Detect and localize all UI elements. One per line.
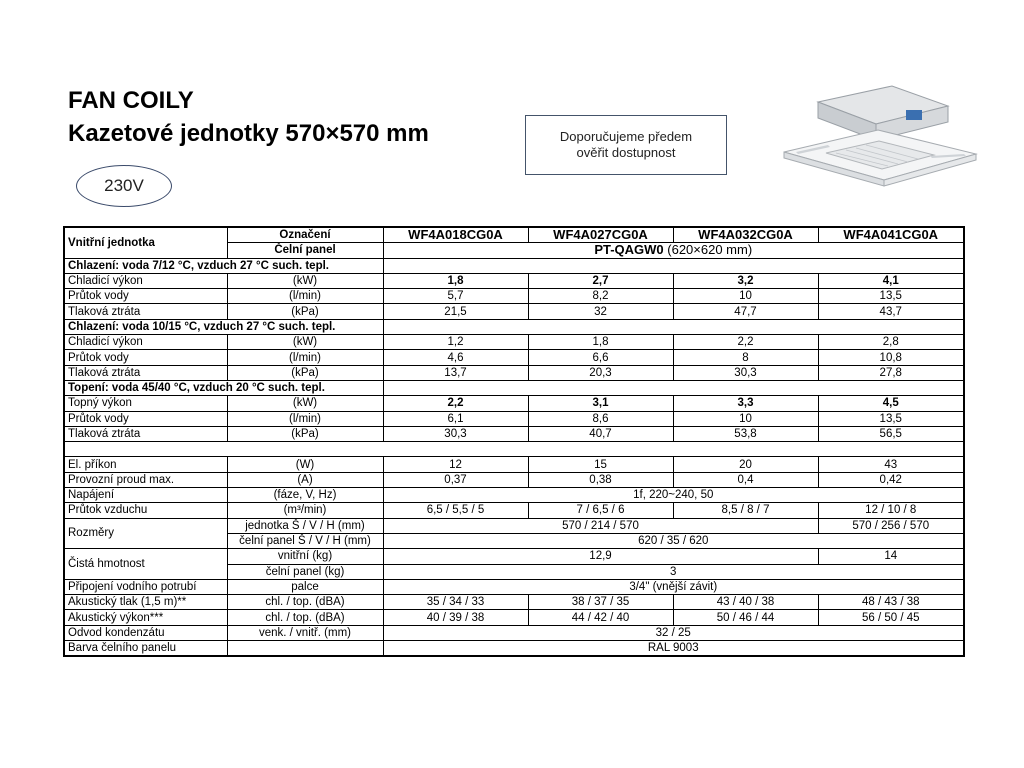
row-label: Provozní proud max.: [64, 472, 227, 487]
value-cell: 3,2: [673, 273, 818, 288]
value-cell: 53,8: [673, 426, 818, 441]
section-header: Topení: voda 45/40 °C, vzduch 20 °C such. tepl.: [64, 380, 383, 395]
value-cell: 27,8: [818, 365, 964, 380]
model-1: WF4A018CG0A: [383, 227, 528, 243]
availability-notice: [525, 115, 727, 175]
panel-size: (620×620 mm): [663, 242, 753, 258]
row-label: Tlaková ztráta: [64, 426, 227, 441]
table-row: [64, 488, 964, 503]
page-subtitle: Kazetové jednotky 570×570 mm: [68, 120, 429, 147]
row-unit: čelní panel (kg): [227, 564, 383, 579]
value-cell: 8: [673, 350, 818, 365]
row-unit: venk. / vnitř. (mm): [227, 625, 383, 640]
row-label: Odvod kondenzátu: [64, 625, 227, 640]
row-label: Akustický tlak (1,5 m)**: [64, 595, 227, 610]
value-cell: 15: [528, 457, 673, 472]
table-row: [64, 641, 964, 657]
value-cell: 0,42: [818, 472, 964, 487]
value-cell: 1,8: [528, 335, 673, 350]
row-unit: (A): [227, 472, 383, 487]
section-row: [64, 380, 964, 395]
value-cell: 2,2: [383, 396, 528, 411]
value-cell: 30,3: [383, 426, 528, 441]
value-cell: 1f, 220~240, 50: [383, 488, 964, 503]
value-cell: 3,3: [673, 396, 818, 411]
value-cell: 47,7: [673, 304, 818, 319]
table-row: [64, 579, 964, 594]
value-cell: 0,38: [528, 472, 673, 487]
blank-cell: [64, 442, 964, 457]
table-row: [64, 396, 964, 411]
table-row: [64, 503, 964, 518]
value-cell: 8,2: [528, 289, 673, 304]
section-filler: [383, 319, 964, 334]
row-unit: (fáze, V, Hz): [227, 488, 383, 503]
value-cell: 43 / 40 / 38: [673, 595, 818, 610]
value-cell: 21,5: [383, 304, 528, 319]
table-row: [64, 426, 964, 441]
value-cell: 6,6: [528, 350, 673, 365]
value-cell: 1,8: [383, 273, 528, 288]
row-unit: (kPa): [227, 304, 383, 319]
section-row: [64, 258, 964, 273]
table-row: [64, 273, 964, 288]
value-cell: 12,9: [383, 549, 818, 564]
row-unit: chl. / top. (dBA): [227, 595, 383, 610]
value-cell: 40 / 39 / 38: [383, 610, 528, 625]
value-cell: 40,7: [528, 426, 673, 441]
value-cell: 12 / 10 / 8: [818, 503, 964, 518]
value-cell: 43,7: [818, 304, 964, 319]
table-row: [64, 304, 964, 319]
value-cell: 8,6: [528, 411, 673, 426]
row-label: El. příkon: [64, 457, 227, 472]
table-row: [64, 411, 964, 426]
value-cell: 0,37: [383, 472, 528, 487]
row-unit: (kPa): [227, 426, 383, 441]
table-row: [64, 472, 964, 487]
value-cell: 10,8: [818, 350, 964, 365]
voltage-badge: 230V: [76, 165, 172, 207]
value-cell: 10: [673, 289, 818, 304]
model-2: WF4A027CG0A: [528, 227, 673, 243]
value-cell: 32: [528, 304, 673, 319]
value-cell: 3: [383, 564, 964, 579]
value-cell: 4,6: [383, 350, 528, 365]
value-cell: 14: [818, 549, 964, 564]
value-cell: 4,5: [818, 396, 964, 411]
table-row: [64, 457, 964, 472]
section-filler: [383, 380, 964, 395]
value-cell: 35 / 34 / 33: [383, 595, 528, 610]
row-label: Průtok vzduchu: [64, 503, 227, 518]
value-cell: 32 / 25: [383, 625, 964, 640]
value-cell: 13,5: [818, 411, 964, 426]
table-row: [64, 289, 964, 304]
row-label: Připojení vodního potrubí: [64, 579, 227, 594]
value-cell: 5,7: [383, 289, 528, 304]
row-label: Napájení: [64, 488, 227, 503]
row-unit: (kW): [227, 396, 383, 411]
model-4: WF4A041CG0A: [818, 227, 964, 243]
indoor-unit-label: Vnitřní jednotka: [64, 227, 227, 258]
row-label: Čistá hmotnost: [64, 549, 227, 580]
value-cell: 12: [383, 457, 528, 472]
value-cell: 0,4: [673, 472, 818, 487]
row-label: Tlaková ztráta: [64, 304, 227, 319]
value-cell: 6,5 / 5,5 / 5: [383, 503, 528, 518]
value-cell: 2,8: [818, 335, 964, 350]
value-cell: 10: [673, 411, 818, 426]
row-label: Průtok vody: [64, 289, 227, 304]
row-unit: (l/min): [227, 350, 383, 365]
value-cell: 570 / 256 / 570: [818, 518, 964, 533]
table-row: [64, 518, 964, 533]
header-row-designation: [64, 227, 964, 243]
row-label: Průtok vody: [64, 411, 227, 426]
value-cell: 570 / 214 / 570: [383, 518, 818, 533]
value-cell: 56 / 50 / 45: [818, 610, 964, 625]
value-cell: 8,5 / 8 / 7: [673, 503, 818, 518]
value-cell: 38 / 37 / 35: [528, 595, 673, 610]
table-row: [64, 350, 964, 365]
designation-label: Označení: [227, 227, 383, 243]
row-unit: (m³/min): [227, 503, 383, 518]
row-unit: (kW): [227, 335, 383, 350]
row-unit: vnitřní (kg): [227, 549, 383, 564]
value-cell: 43: [818, 457, 964, 472]
page-title: FAN COILY: [68, 87, 194, 114]
table-row: [64, 610, 964, 625]
notice-line-1: Doporučujeme předem: [559, 129, 693, 144]
row-unit: čelní panel Š / V / H (mm): [227, 533, 383, 548]
row-unit: jednotka Š / V / H (mm): [227, 518, 383, 533]
front-panel-value: [383, 243, 964, 258]
row-label: Průtok vody: [64, 350, 227, 365]
value-cell: 3/4" (vnější závit): [383, 579, 964, 594]
table-row: [64, 625, 964, 640]
row-label: Chladicí výkon: [64, 335, 227, 350]
cassette-unit-image: [780, 80, 980, 192]
table-row: [64, 595, 964, 610]
value-cell: 2,7: [528, 273, 673, 288]
section-header: Chlazení: voda 10/15 °C, vzduch 27 °C such. tepl.: [64, 319, 383, 334]
row-unit: chl. / top. (dBA): [227, 610, 383, 625]
value-cell: 4,1: [818, 273, 964, 288]
value-cell: 20,3: [528, 365, 673, 380]
panel-code: PT-QAGW0: [594, 242, 664, 258]
row-unit: palce: [227, 579, 383, 594]
row-unit: (l/min): [227, 289, 383, 304]
row-label: Tlaková ztráta: [64, 365, 227, 380]
spec-table: [63, 226, 965, 657]
table-row: [64, 335, 964, 350]
value-cell: 6,1: [383, 411, 528, 426]
value-cell: 20: [673, 457, 818, 472]
table-row: [64, 549, 964, 564]
blank-row: [64, 442, 964, 457]
value-cell: 3,1: [528, 396, 673, 411]
row-unit: (l/min): [227, 411, 383, 426]
front-panel-label: Čelní panel: [227, 243, 383, 258]
value-cell: 50 / 46 / 44: [673, 610, 818, 625]
row-label: Akustický výkon***: [64, 610, 227, 625]
row-label: Chladicí výkon: [64, 273, 227, 288]
section-row: [64, 319, 964, 334]
value-cell: 2,2: [673, 335, 818, 350]
value-cell: 44 / 42 / 40: [528, 610, 673, 625]
row-unit: (kW): [227, 273, 383, 288]
row-label: Rozměry: [64, 518, 227, 549]
table-row: [64, 365, 964, 380]
value-cell: 13,5: [818, 289, 964, 304]
row-unit: (kPa): [227, 365, 383, 380]
row-label: Topný výkon: [64, 396, 227, 411]
value-cell: 48 / 43 / 38: [818, 595, 964, 610]
value-cell: RAL 9003: [383, 641, 964, 657]
row-unit: (W): [227, 457, 383, 472]
model-3: WF4A032CG0A: [673, 227, 818, 243]
section-filler: [383, 258, 964, 273]
value-cell: 56,5: [818, 426, 964, 441]
value-cell: 13,7: [383, 365, 528, 380]
value-cell: 30,3: [673, 365, 818, 380]
value-cell: 1,2: [383, 335, 528, 350]
value-cell: 620 / 35 / 620: [383, 533, 964, 548]
value-cell: 7 / 6,5 / 6: [528, 503, 673, 518]
row-label: Barva čelního panelu: [64, 641, 227, 657]
section-cooling-7-12: Chlazení: voda 7/12 °C, vzduch 27 °C such. tepl.: [64, 258, 383, 273]
row-unit: [227, 641, 383, 657]
notice-line-2: ověřit dostupnost: [576, 145, 676, 160]
